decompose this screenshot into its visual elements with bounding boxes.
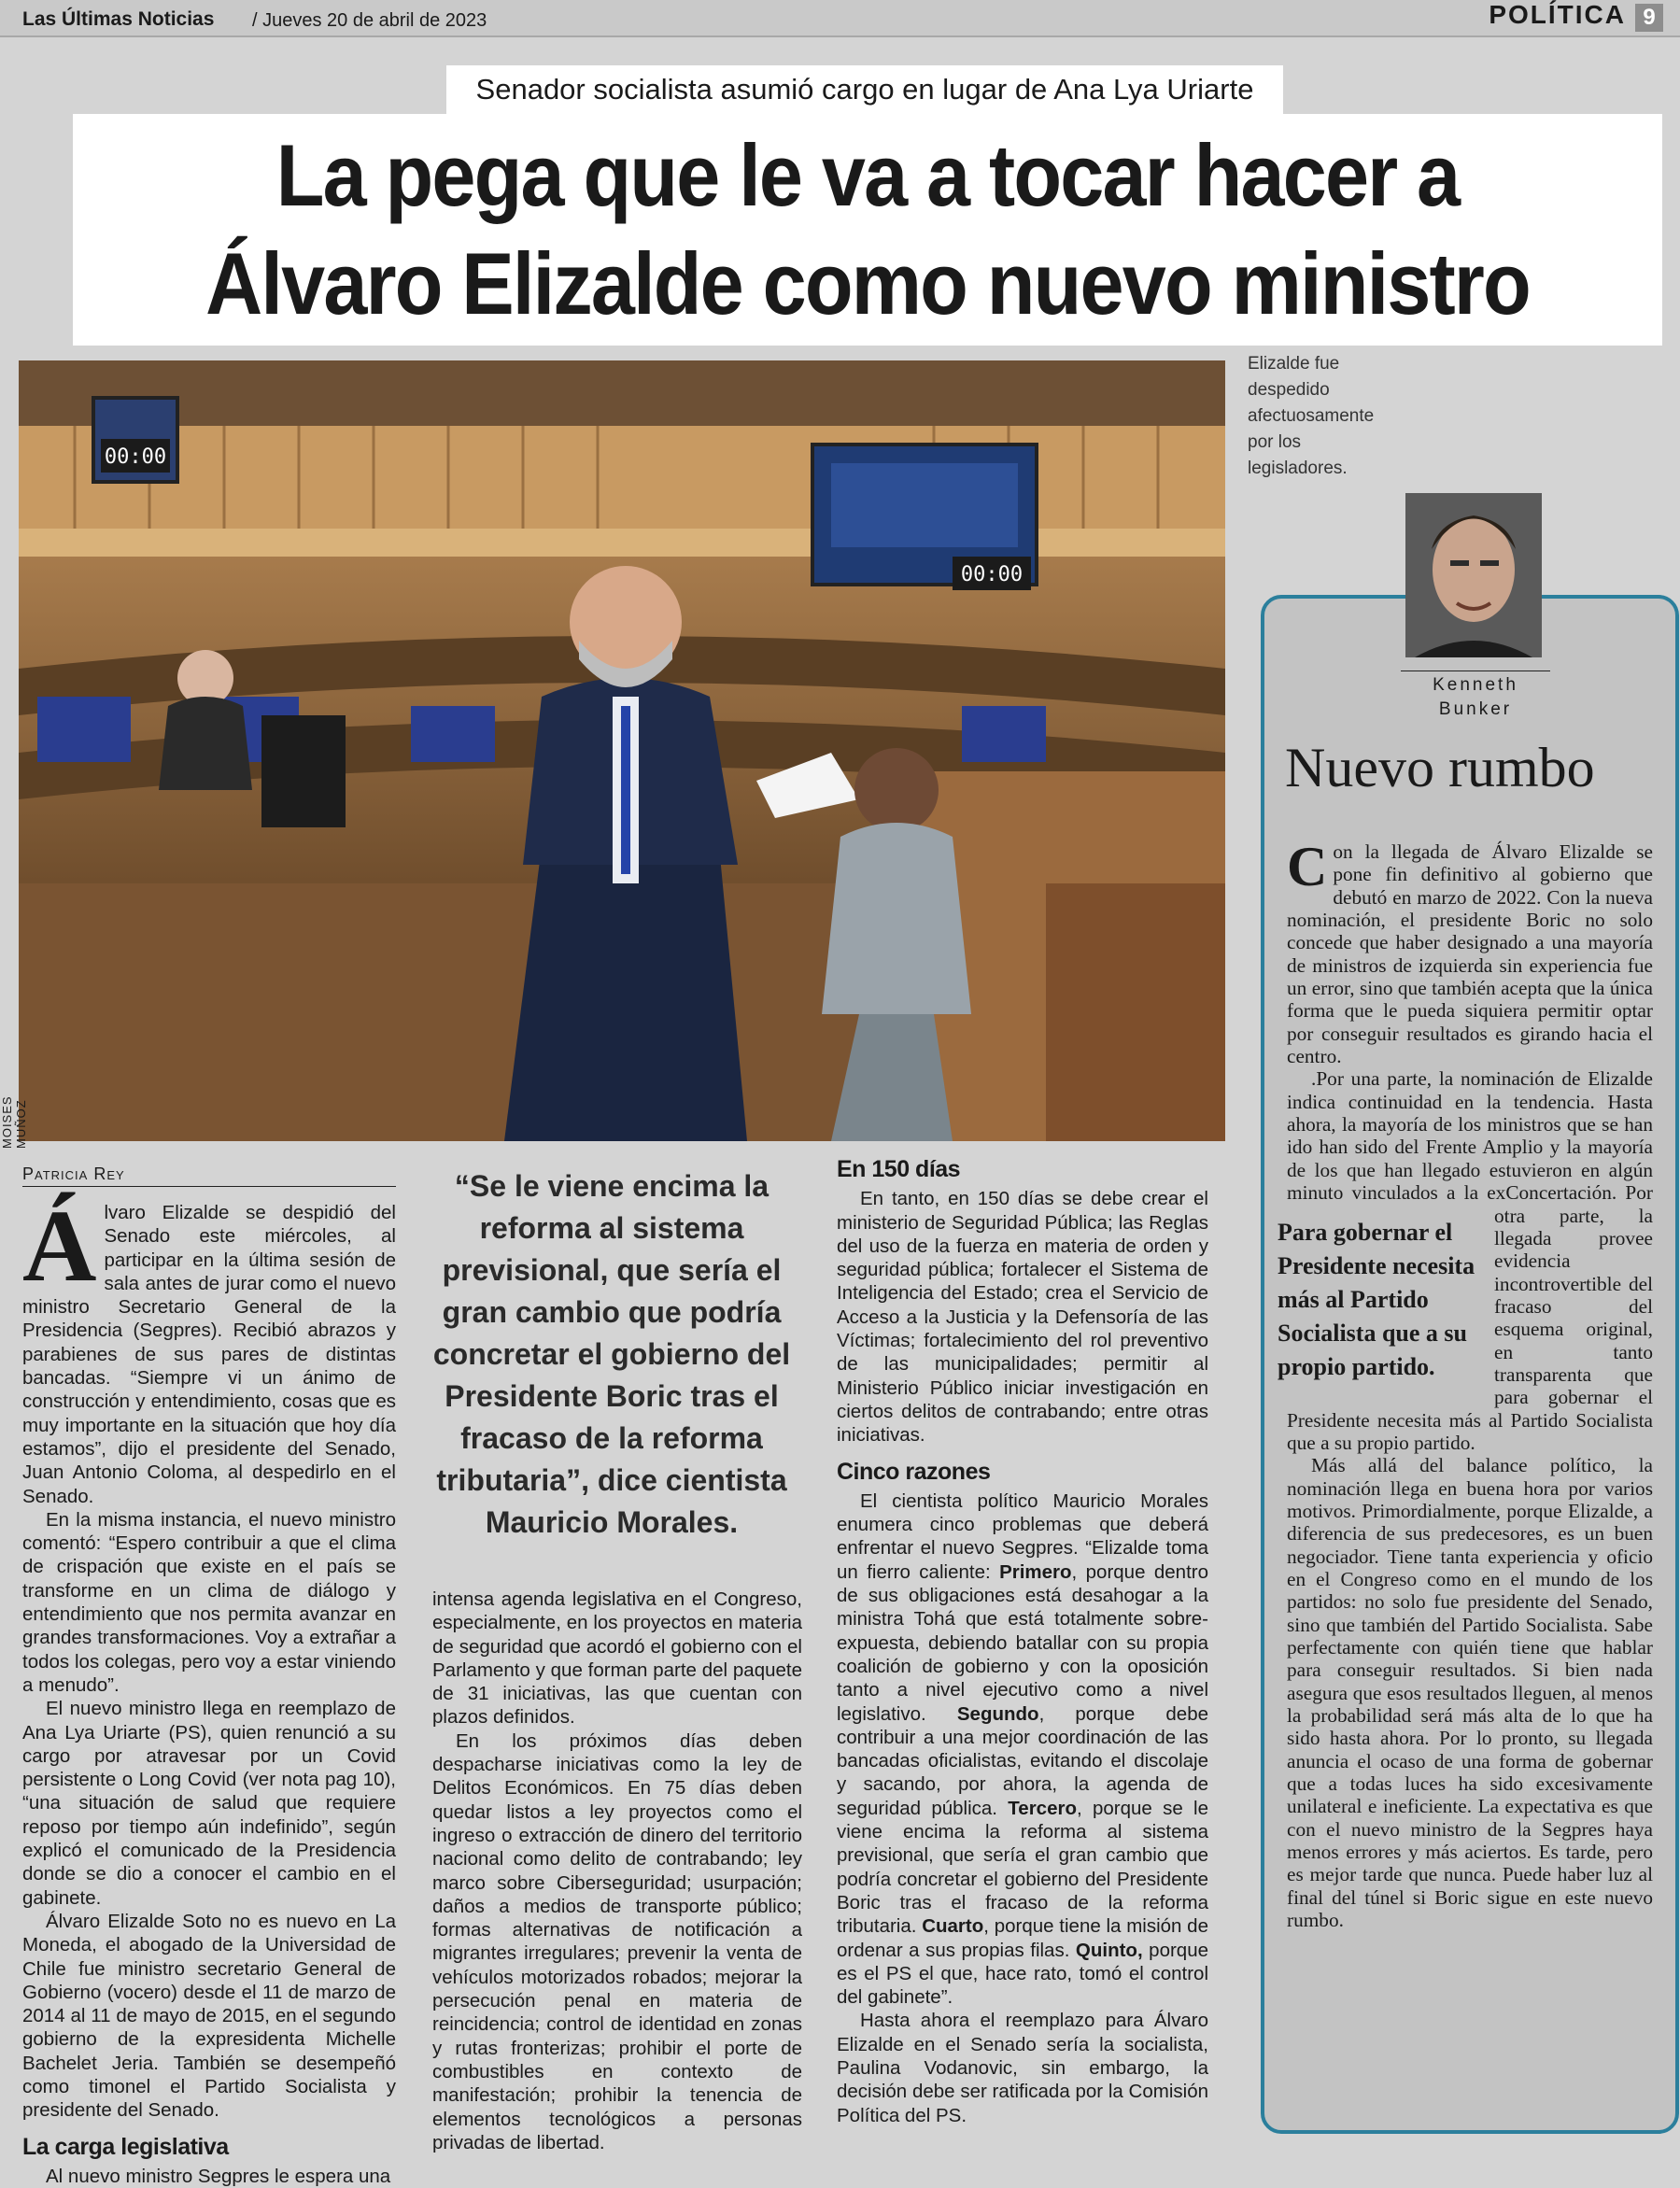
- text-run: porque es el PS el que, hace rato, tomó el control del gabinete”.: [837, 1939, 1209, 2009]
- main-photo: [19, 360, 1225, 1141]
- senate-chamber-illustration: [19, 360, 1225, 1141]
- screen-clock-left: 00:00: [104, 445, 167, 469]
- pull-quote: “Se le viene encima la reforma al sistema previsional, que sería el gran cambio que podría concretar el gobierno del Presidente Boric tras el fracaso de la reforma tributaria”, dice cientista Mauricio Morales.: [432, 1169, 791, 1539]
- text-run: , porque debe contribuir a una mejor coordinación de las bancadas oficialistas, evitando el discolaje y sacando, por ahora, la agenda de seguridad pública.: [837, 1702, 1208, 1819]
- paragraph: intensa agenda legislativa en el Congreso, especialmente, en los proyectos en materia de seguridad que acordó el gobierno con el Parlamento y que forman parte del paquete de 31 iniciativas, las que cuentan con plazos definidos.: [432, 1588, 802, 1729]
- paragraph: Más allá del balance político, la nominación llega en buena hora por varios motivos. Primordialmente, porque Elizalde, a diferencia de sus predecesores, es un buen negociador. Tiene tanta experiencia y oficio en el Congreso como en el mundo de los partidos: no solo fue presidente del Senado, sino que también del Partido Socialista. Sabe perfectamente con quién tiene que hablar para conseguir resultados. Si bien nada asegura que esos resultados lleguen, al menos la probabilidad será más alta de lo que ha sido hasta ahora. Por lo pronto, su llegada anuncia el ocaso de una forma de gobernar que a todas luces ha sido excesivamente unilateral e ineficiente. La expectativa es que con el nuevo ministro de la Segpres haya menos errores y más aciertos. Es tarde, pero es mejor tarde que nunca. Puede haber luz al final del túnel si Boric sigue en este nuevo rumbo.: [1287, 1454, 1653, 1932]
- byline: Patricia Rey: [22, 1165, 396, 1187]
- section-label: POLÍTICA: [1489, 0, 1626, 29]
- paragraph: Al nuevo ministro Segpres le espera una: [46, 2165, 391, 2187]
- opinion-pull-quote: Para gobernar el Presidente necesita más al Partido Socialista que a su propio partido.: [1278, 1218, 1475, 1380]
- opinion-title: Nuevo rumbo: [1285, 737, 1595, 798]
- article-column-2: [432, 1588, 802, 2154]
- paragraph: on la llegada de Álvaro Elizalde se pone fin definitivo al gobierno que debutó en marzo de 2022. Con la nueva nominación, el presidente Boric no solo concede que haber designado a una mayoría de ministros de izquierda sin experiencia fue un error, sino que también acepta que la única forma que le pueda siquiera permitir optar por conseguir resultados es girando hacia el centro.: [1287, 840, 1653, 1068]
- paragraph: Álvaro Elizalde Soto no es nuevo en La Moneda, el abogado de la Universidad de Chile fue ministro secretario General de Gobierno (vocero) desde el 11 de marzo de 2014 al 11 de mayo de 2015, en el segundo gobierno de la expresidenta Michelle Bachelet Jeria. También se desempeñó como timonel el Partido Socialista y presidente del Senado.: [22, 1910, 396, 2122]
- paragraph: Por otra parte, la llegada provee evidencia incontrovertible del fracaso del esquema original, en tanto transparenta que para gobernar el Presidente necesita más al Partido Socialista que a su propio partido.: [1287, 1181, 1653, 1454]
- article-column-1: [22, 1189, 396, 2188]
- text-run: , porque tiene la misión de ordenar a sus propias filas.: [837, 1915, 1208, 1961]
- author-portrait: [1405, 493, 1542, 657]
- article-column-3: [837, 1158, 1208, 2127]
- photo-caption: Elizalde fue despedido afectuosamente por los legisladores.: [1248, 354, 1375, 478]
- text-run: El cientista político Mauricio Morales enumera cinco problemas que deberá enfrentar el nuevo Segpres. “Elizalde toma un fierro caliente:: [837, 1489, 1208, 1583]
- article-kicker: Senador socialista asumió cargo en lugar de Ana Lya Uriarte: [446, 65, 1283, 114]
- emphasis: Segundo: [956, 1702, 1039, 1725]
- emphasis: Cuarto: [922, 1915, 984, 1938]
- photo-credit: MOISES MUÑOZ: [0, 1095, 28, 1149]
- drop-cap: Á: [22, 1189, 97, 1303]
- drop-cap: C: [1287, 836, 1328, 897]
- subheading: La carga legislativa: [22, 2133, 229, 2160]
- screen-clock-right: 00:00: [960, 563, 1024, 586]
- emphasis: Quinto,: [1075, 1939, 1143, 1961]
- paragraph: [837, 1489, 1208, 2010]
- masthead: [0, 0, 1680, 37]
- subheading: En 150 días: [837, 1156, 961, 1182]
- paragraph: Hasta ahora el reemplazo para Álvaro Elizalde en el Senado sería la socialista, Paulina Vodanovic, sin embargo, la decisión debe ser ratificada por la Comisión Política del PS.: [837, 2010, 1208, 2126]
- paragraph: El nuevo ministro llega en reemplazo de Ana Lya Uriarte (PS), quien renunció a su cargo por atravesar por un Covid persistente o Long Covid (ver nota pag 10), “una situación de salud que requiere reposo por tiempo aún indefinido”, según explicó el comunicado de la Presidencia donde se dio a conocer el cambio en el gabinete.: [22, 1698, 396, 1909]
- article-headline: La pega que le va a tocar hacer a Álvaro Elizalde como nuevo ministro: [205, 126, 1530, 332]
- emphasis: Primero: [999, 1560, 1072, 1583]
- subheading: Cinco razones: [837, 1458, 991, 1485]
- author-name: Kenneth Bunker: [1401, 671, 1550, 722]
- paragraph: En tanto, en 150 días se debe crear el ministerio de Seguridad Pública; las Reglas del uso de la fuerza en materia de orden y seguridad pública; fortalecer el Sistema de Inteligencia del Estado; crea el Servicio de Acceso a la Justicia y la Defensoría de las Víctimas; fortalecimiento del rol preventivo de las municipalidades; permitir al Ministerio Público iniciar investigación en ciertos delitos de contrabando; entre otras iniciativas.: [837, 1188, 1208, 1447]
- paragraph: lvaro Elizalde se despidió del Senado este miércoles, al participar en la última sesión de sala antes de jurar como el nuevo ministro Secretario General de la Presidencia (Segpres). Recibió abrazos y parabienes de sus pares de distintas bancadas. “Siempre vi un ánimo de construcción y entendimiento, cosas que es muy importante en la situación que hoy día estamos”, dijo el presidente del Senado, Juan Antonio Coloma, al despedirlo en el Senado.: [22, 1202, 396, 1507]
- opinion-body: [1278, 836, 1653, 1932]
- page-number: 9: [1635, 4, 1663, 32]
- publication-name: Las Últimas Noticias: [22, 8, 215, 30]
- emphasis: Tercero: [1008, 1797, 1077, 1819]
- text-run: , porque se le viene encima la reforma al sistema previsional, que sería el gran cambio que podría concretar el gobierno del Presidente Boric tras el fracaso de la reforma tributaria.: [837, 1797, 1208, 1938]
- issue-date: / Jueves 20 de abril de 2023: [252, 10, 487, 31]
- author-photo: [1405, 493, 1542, 657]
- text-run: , porque dentro de sus obligaciones está desahogar a la ministra Tohá que está totalmente sobre-expuesta, debiendo batallar con su propia coalición de gobierno y con la oposición tanto a nivel ejecutivo como a nivel legislativo.: [837, 1560, 1208, 1725]
- paragraph: .Por una parte, la nominación de Elizalde indica continuidad en la tendencia. Hasta ahora, la mayoría de los ministros que se han ido han sido del Frente Amplio y la mayoría de los que han llegado estuvieron en algún minuto vinculados a la exConcertación.: [1287, 1067, 1653, 1205]
- paragraph: En la misma instancia, el nuevo ministro comentó: “Espero contribuir a que el clima de crispación que existe en el país se transforme en un clima de diálogo y entendimiento que nos permita avanzar en grandes transformaciones. Voy a extrañar a todos los colegas, pero voy a estar viniendo a menudo”.: [22, 1508, 396, 1696]
- paragraph: En los próximos días deben despacharse iniciativas como la ley de Delitos Económicos. En 75 días deben quedar listos a ley proyectos como el ingreso o extracción de dinero del territorio nacional como delito de contrabando; ley marco sobre Ciberseguridad; usurpación; daños a medios de transporte público; formas alternativas de notificación a migrantes irregulares; prevenir la venta de vehículos motorizados robados; mejorar la persecución penal en materia de reincidencia; control de identidad en zonas y rutas fronterizas; prohibir el porte de combustibles en contexto de manifestación; prohibir la tenencia de elementos tecnológicos a personas privadas de libertad.: [432, 1729, 802, 2153]
- headline-box: [73, 114, 1662, 346]
